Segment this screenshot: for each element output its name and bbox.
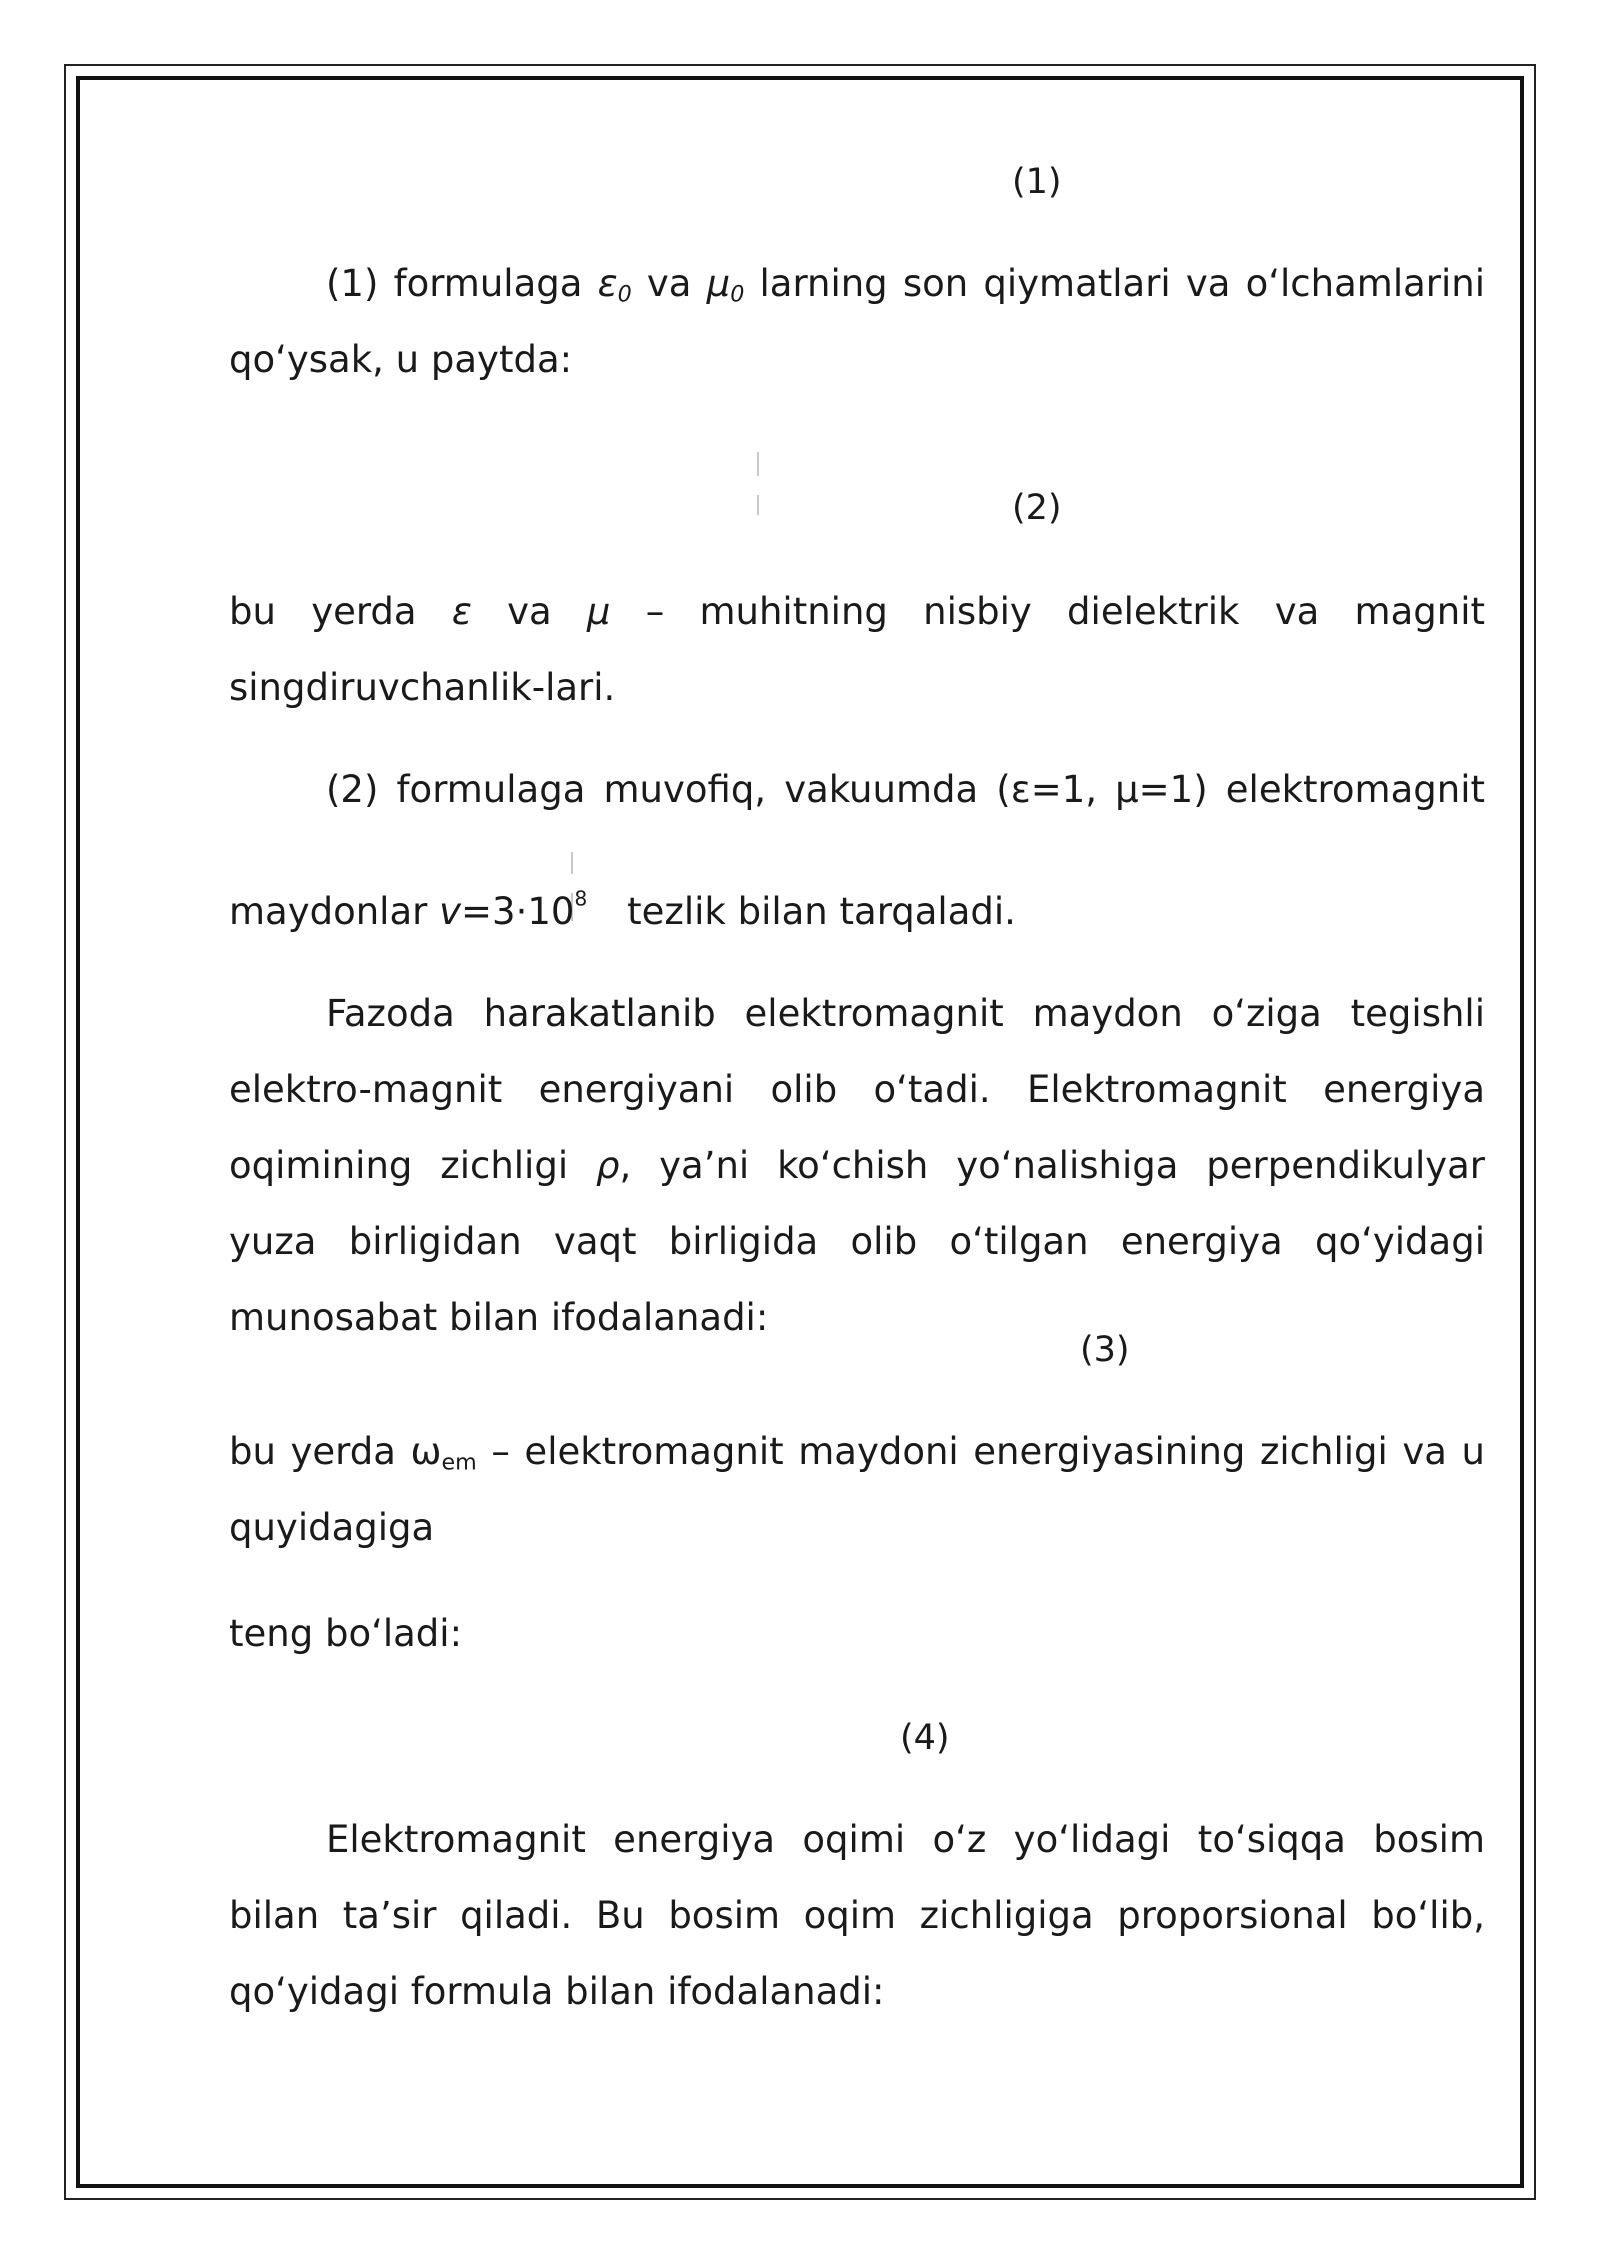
- paragraph-1: (1) formulaga $\varepsilon_0$ va $\mu_0$ larning son qiymatlari va o‘lchamlarini qo‘ysak, u paytda:: [229, 262, 1485, 381]
- paragraph-3-line-2: maydonlar $v=3\cdot 10^8$ tezlik bilan tarqaladi.: [229, 886, 1016, 933]
- paragraph-2: bu yerda ε va μ – muhitning nisbiy dielektrik va magnit singdiruvchanlik-lari.: [229, 590, 1485, 709]
- equation-number-4: (4): [900, 1718, 950, 1758]
- equation-2-placeholder: [757, 452, 759, 476]
- paragraph-4: Fazoda harakatlanib elektromagnit maydon o‘ziga tegishli elektro-magnit energiyani olib o‘tadi. Elektromagnit energiya oqimining zichligi ρ, ya’ni ko‘chish yo‘nalishiga perpendikulyar yuza birligidan vaqt birligida olib o‘tilgan energiya qo‘yidagi munosabat bilan ifodalanadi:: [229, 992, 1486, 1339]
- paragraph-6: teng bo‘ladi:: [229, 1612, 463, 1655]
- equation-number-3: (3): [1080, 1330, 1130, 1370]
- equation-number-1: (1): [1012, 162, 1062, 202]
- paragraph-5: bu yerda $\omega_{em}$ – elektromagnit maydoni energiyasining zichligi va u quyidagiga: [229, 1430, 1485, 1549]
- velocity-unit-placeholder: [571, 852, 573, 874]
- equation-number-2: (2): [1012, 488, 1062, 528]
- paragraph-3-line-1: (2) formulaga muvofiq, vakuumda (ε=1, μ=1) elektromagnit: [326, 768, 1485, 811]
- equation-2-placeholder: [757, 495, 759, 515]
- paragraph-7: Elektromagnit energiya oqimi o‘z yo‘lidagi to‘siqqa bosim bilan ta’sir qiladi. Bu bosim oqim zichligiga proporsional bo‘lib, qo‘yidagi formula bilan ifodalanadi:: [229, 1818, 1485, 2013]
